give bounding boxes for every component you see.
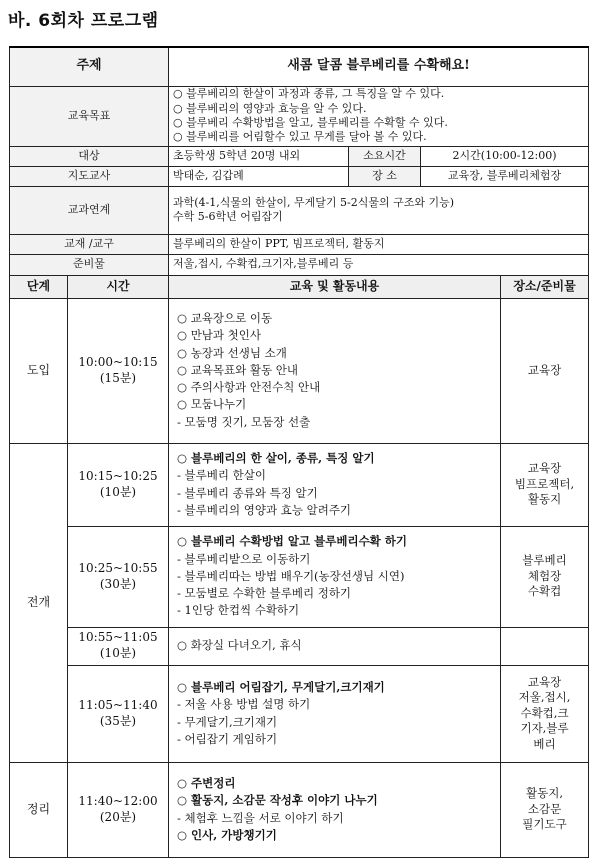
- activity-line: - 모둠별로 수확한 블루베리 정하기: [177, 586, 352, 601]
- materials-row: [10, 234, 589, 254]
- activity-cell: [169, 443, 501, 526]
- stage-cell: 정리: [10, 762, 68, 857]
- activity-line: ○ 인사, 가방챙기기: [177, 827, 277, 842]
- activity-line: - 무게달기,크기재기: [177, 714, 278, 729]
- activity-line: ○ 주변정리: [177, 776, 236, 790]
- activity-line: ○ 블루베리의 한 살이, 종류, 특징 알기: [177, 451, 375, 465]
- time-cell: [68, 526, 169, 627]
- curriculum-value: [169, 186, 589, 234]
- materials-value: 블루베리의 한살이 PPT, 빔프로젝터, 활동지: [169, 234, 589, 254]
- activity-cell: [169, 526, 501, 627]
- activity-line: - 블루베리 한살이: [177, 468, 266, 483]
- activity-line: ○ 블루베리 수확방법 알고 블루베리수확 하기: [177, 534, 408, 549]
- goal-item: ○ 블루베리의 한살이 과정과 종류, 그 특징을 알 수 있다.: [173, 87, 445, 101]
- activity-line: ○ 모둠나누기: [177, 397, 247, 412]
- place-text: 교육장: [527, 362, 562, 377]
- time-range: 11:40~12:00: [78, 793, 158, 808]
- activity-line: ○ 농장과 선생님 소개: [177, 345, 287, 360]
- time-duration: (35분): [99, 713, 137, 728]
- target-row: [10, 146, 589, 166]
- time-duration: (20분): [99, 809, 137, 824]
- activity-line: ○ 활동지, 소감문 작성후 이야기 나누기: [177, 793, 378, 808]
- goal-item: ○ 블루베리를 어림할수 있고 무게를 달아 볼 수 있다.: [173, 130, 427, 144]
- activity-line: ○ 만남과 첫인사: [177, 328, 261, 343]
- place-cell: [501, 443, 589, 526]
- place-text: 교육장 빔프로젝터, 활동지: [514, 461, 575, 507]
- time-range: 11:05~11:40: [78, 697, 158, 712]
- program-table: [9, 46, 589, 858]
- activity-line: - 블루베리따는 방법 배우기(농장선생님 시연): [177, 568, 405, 583]
- duration-value: 2시간(10:00-12:00): [421, 146, 589, 166]
- teacher-row: [10, 166, 589, 186]
- prep-label: 준비물: [10, 254, 169, 275]
- time-range: 10:00~10:15: [78, 354, 158, 369]
- activity-cell: [169, 762, 501, 857]
- time-duration: (10분): [99, 646, 137, 660]
- activity-line: ○ 교육목표와 활동 안내: [177, 362, 298, 377]
- activity-cell: [169, 298, 501, 443]
- stage-cell: 전개: [10, 443, 68, 762]
- activity-line: - 모둠명 짓기, 모둠장 선출: [177, 414, 311, 429]
- schedule-header-row: [10, 275, 589, 298]
- curriculum-line: 과학(4-1,식물의 한살이, 무게달기 5-2식물의 구조와 기능): [173, 195, 455, 209]
- curriculum-row: [10, 186, 589, 234]
- schedule-row: [10, 443, 589, 526]
- activity-line: ○ 화장실 다녀오기, 휴식: [177, 638, 302, 653]
- curriculum-line: 수학 5-6학년 어림잡기: [173, 210, 283, 223]
- schedule-row: [10, 298, 589, 443]
- theme-row: [10, 47, 589, 86]
- place-cell: [501, 627, 589, 665]
- header-activity: 교육 및 활동내용: [169, 275, 501, 298]
- activity-line: ○ 블루베리 어림잡기, 무게달기,크기재기: [177, 680, 385, 694]
- activity-line: - 1인당 한컵씩 수확하기: [177, 603, 300, 618]
- goals-label: 교육목표: [10, 86, 169, 146]
- goal-item: ○ 블루베리 수확방법을 알고, 블루베리를 수확할 수 있다.: [173, 116, 448, 129]
- goals-list: [169, 86, 589, 146]
- activity-cell: [169, 627, 501, 665]
- time-range: 10:55~11:05: [78, 630, 158, 645]
- teacher-value: 박태순, 김갑례: [169, 166, 349, 186]
- goals-row: [10, 86, 589, 146]
- time-range: 10:15~10:25: [78, 468, 158, 483]
- time-cell: [68, 762, 169, 857]
- activity-line: - 블루베리 종류와 특징 알기: [177, 485, 318, 500]
- activity-line: - 체험후 느낌을 서로 이야기 하기: [177, 810, 344, 825]
- header-time: 시간: [68, 275, 169, 298]
- activity-cell: [169, 665, 501, 762]
- activity-line: - 저울 사용 방법 설명 하기: [177, 697, 311, 712]
- time-cell: [68, 298, 169, 443]
- place-text: 블루베리 체험장 수확컵: [522, 553, 567, 599]
- theme-label: 주제: [10, 47, 169, 86]
- header-place: 장소/준비물: [501, 275, 589, 298]
- schedule-row: [10, 762, 589, 857]
- time-cell: [68, 627, 169, 665]
- schedule-row: [10, 526, 589, 627]
- time-duration: (10분): [99, 484, 137, 499]
- activity-line: - 어림잡기 게임하기: [177, 731, 278, 746]
- prep-value: 저울,접시, 수확컵,크기자,블루베리 등: [169, 254, 589, 275]
- activity-line: ○ 교육장으로 이동: [177, 311, 273, 326]
- duration-label: 소요시간: [349, 146, 421, 166]
- place-text: 교육장 저울,접시, 수확컵,크 기자,블루 베리: [518, 674, 571, 751]
- prep-row: [10, 254, 589, 275]
- place-cell: [501, 665, 589, 762]
- place-cell: [501, 762, 589, 857]
- stage-cell: 도입: [10, 298, 68, 443]
- activity-line: - 블루베리의 영양과 효능 알려주기: [177, 502, 352, 517]
- page-heading: 바. 6회차 프로그램: [8, 11, 159, 31]
- schedule-row: [10, 627, 589, 665]
- curriculum-label: 교과연계: [10, 186, 169, 234]
- activity-line: - 블루베리밭으로 이동하기: [177, 551, 311, 566]
- teacher-label: 지도교사: [10, 166, 169, 186]
- time-cell: [68, 443, 169, 526]
- time-cell: [68, 665, 169, 762]
- activity-line: ○ 주의사항과 안전수칙 안내: [177, 380, 321, 395]
- header-stage: 단계: [10, 275, 68, 298]
- place-text: 활동지, 소감문 필기도구: [522, 786, 567, 832]
- theme-value: 새콤 달콤 블루베리를 수확해요!: [169, 47, 589, 86]
- time-range: 10:25~10:55: [78, 560, 158, 575]
- place-value: 교육장, 블루베리체험장: [421, 166, 589, 186]
- time-duration: (15분): [99, 370, 137, 385]
- materials-label: 교재 /교구: [10, 234, 169, 254]
- time-duration: (30분): [99, 576, 137, 591]
- target-label: 대상: [10, 146, 169, 166]
- place-label: 장 소: [349, 166, 421, 186]
- place-cell: [501, 298, 589, 443]
- goal-item: ○ 블루베리의 영양과 효능을 알 수 있다.: [173, 101, 367, 115]
- target-value: 초등학생 5학년 20명 내외: [169, 146, 349, 166]
- schedule-row: [10, 665, 589, 762]
- place-cell: [501, 526, 589, 627]
